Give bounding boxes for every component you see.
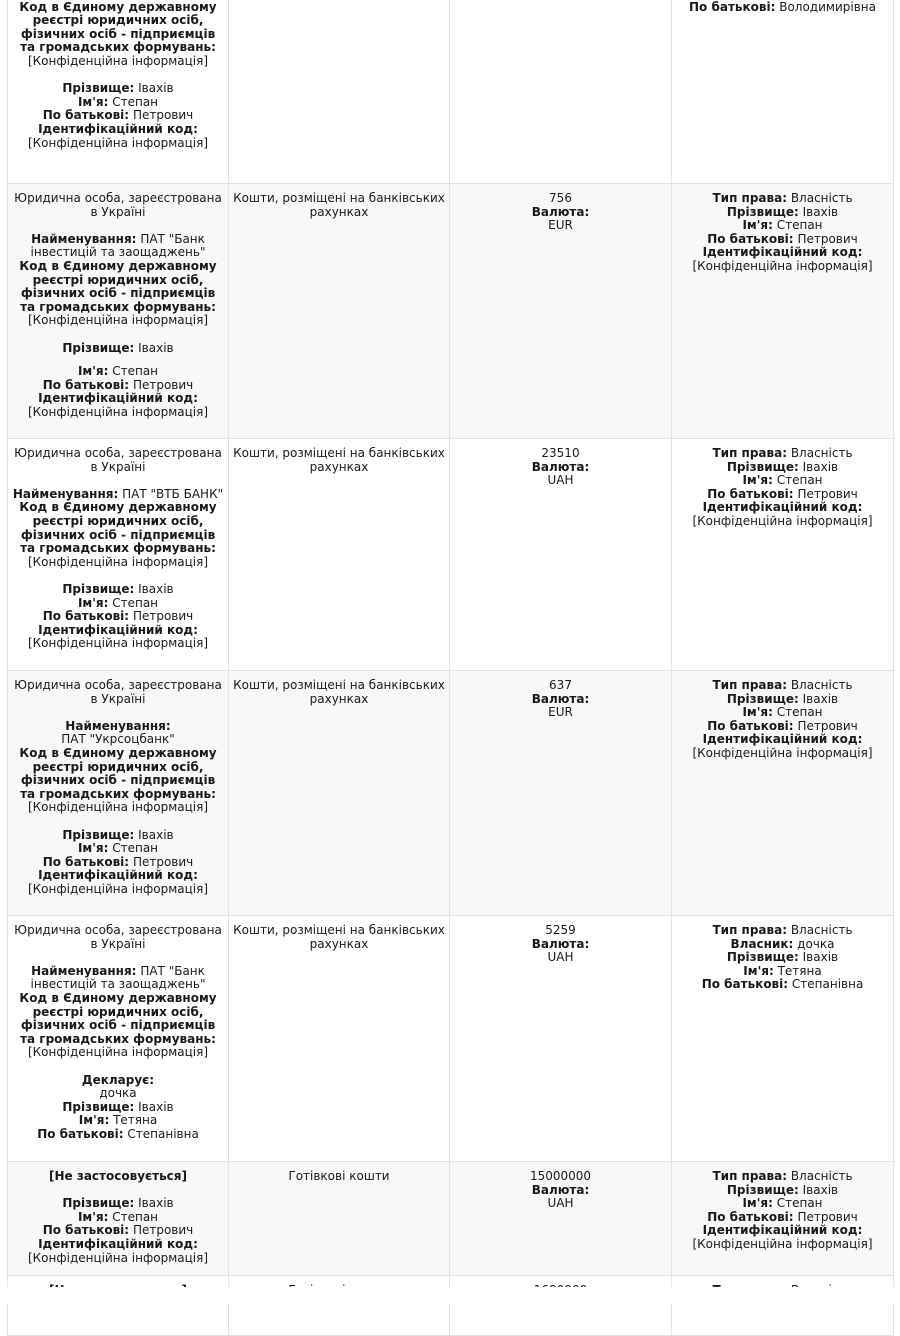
owner-id-code: Ідентифікаційний код: — [702, 732, 863, 747]
currency-label: Валюта: — [531, 204, 590, 219]
holder-id-code: Ідентифікаційний код: [Конфіденційна інформація] — [27, 1236, 209, 1265]
registry-code: Код в Єдиному державному реєстрі юридичних осіб, фізичних осіб - підприємців та громадських формувань: [Конфіденційна інформація] — [19, 990, 217, 1060]
currency-value: UAH — [547, 1196, 574, 1211]
entity-type: Юридична особа, зареєстрована в Україні — [14, 923, 222, 951]
right-type: Тип права: Власність — [712, 678, 853, 692]
holder-id-code: Ідентифікаційний код: [Конфіденційна інформація] — [27, 391, 209, 419]
amount-value: 756 — [549, 191, 572, 205]
holder-id-code: Ідентифікаційний код: [Конфіденційна інформація] — [27, 121, 209, 150]
holder-id-code: Ідентифікаційний код: [Конфіденційна інформація] — [27, 868, 209, 896]
owner-surname: Прізвище: Івахів — [726, 691, 839, 706]
asset-type-cell — [229, 0, 450, 184]
owner-first-name: Ім'я: Степан — [742, 1196, 823, 1211]
amount-cell — [450, 916, 672, 1162]
owner-cell — [672, 1162, 894, 1276]
currency-label: Валюта: — [531, 1182, 590, 1197]
table-row — [8, 671, 894, 916]
owner-patronymic: По батькові: Петрович — [707, 718, 858, 733]
monetary-assets-table — [7, 0, 894, 1336]
currency-label: Валюта: — [531, 936, 590, 951]
owner-id-value: [Конфіденційна інформація] — [692, 513, 873, 528]
holder-id-code: Ідентифікаційний код: [Конфіденційна інформація] — [27, 622, 209, 651]
registry-code: Код в Єдиному державному реєстрі юридичних осіб, фізичних осіб - підприємців та громадських формувань: [Конфіденційна інформація] — [19, 745, 217, 815]
owner-cell — [672, 0, 894, 184]
owner-id-code: Ідентифікаційний код: — [702, 1223, 863, 1238]
holder-surname: Прізвище: Івахів — [62, 1196, 174, 1211]
bank-name: Найменування: ПАТ "Банк інвестицій та заощаджень" — [30, 963, 206, 992]
holder-patronymic: По батькові: Петрович — [42, 854, 194, 869]
holder-first-name: Ім'я: Степан — [77, 364, 159, 379]
table-row — [8, 0, 894, 184]
table-row — [8, 184, 894, 439]
table-row — [8, 1162, 894, 1276]
holder-first-name: Ім'я: Тетяна — [78, 1113, 158, 1128]
bank-info-cell — [8, 916, 229, 1162]
holder-patronymic: По батькові: Степанівна — [37, 1126, 199, 1141]
currency-value: UAH — [547, 473, 574, 488]
owner-cell — [672, 916, 894, 1162]
bank-info-cell — [8, 1276, 229, 1336]
owner-first-name: Ім'я: Степан — [742, 218, 823, 233]
owner-surname: Прізвище: Івахів — [726, 204, 839, 219]
entity-type: Юридична особа, зареєстрована в Україні — [14, 446, 222, 474]
holder-patronymic: По батькові: Петрович — [42, 1223, 194, 1238]
entity-type: Юридична особа, зареєстрована в Україні — [14, 191, 222, 219]
amount-value: 15000000 — [529, 1169, 592, 1183]
owner-cell — [672, 1276, 894, 1336]
asset-type-cell: Кошти, розміщені на банківських рахунках — [229, 671, 450, 916]
registry-code: Код в Єдиному державному реєстрі юридичних осіб, фізичних осіб - підприємців та громадських формувань: [Конфіденційна інформація] — [19, 0, 217, 68]
owner-first-name: Ім'я: Тетяна — [743, 963, 822, 978]
owner-surname: Прізвище: Івахів — [726, 1182, 839, 1197]
table-row — [8, 1276, 894, 1336]
right-type: Тип права: Власність — [712, 446, 853, 460]
amount-cell — [450, 1162, 672, 1276]
amount-cell — [450, 671, 672, 916]
entity-type: Юридична особа, зареєстрована в Україні — [14, 678, 222, 706]
currency-label: Валюта: — [531, 459, 590, 474]
owner-id-value: [Конфіденційна інформація] — [692, 258, 873, 273]
bottom-mask — [0, 1287, 900, 1303]
right-type: Тип права: Власність — [712, 191, 853, 205]
not-applicable: [Не застосовується] — [49, 1169, 187, 1183]
amount-cell — [450, 439, 672, 671]
owner-cell — [672, 439, 894, 671]
owner-patronymic: По батькові: Петрович — [707, 1209, 858, 1224]
owner-surname: Прізвище: Івахів — [726, 459, 839, 474]
currency-label: Валюта: — [531, 691, 590, 706]
bank-info-cell — [8, 439, 229, 671]
registry-code: Код в Єдиному державному реєстрі юридичних осіб, фізичних осіб - підприємців та громадських формувань: [Конфіденційна інформація] — [19, 500, 217, 569]
holder-surname: Прізвище: Івахів — [62, 340, 174, 355]
holder-surname: Прізвище: Івахів — [62, 81, 174, 96]
currency-value: EUR — [548, 218, 573, 233]
holder-first-name: Ім'я: Степан — [77, 595, 159, 610]
declarant-label: Декларує: — [81, 1072, 155, 1087]
assets-table-wrapper — [7, 0, 893, 1336]
bank-info-cell — [8, 184, 229, 439]
holder-first-name: Ім'я: Степан — [77, 841, 159, 856]
owner-patronymic: По батькові: Степанівна — [701, 977, 864, 992]
right-type: Тип права: Власність — [712, 1169, 853, 1183]
owner-surname: Прізвище: Івахів — [726, 950, 839, 965]
amount-cell — [450, 1276, 672, 1336]
amount-value: 637 — [549, 678, 572, 692]
holder-surname: Прізвище: Івахів — [62, 1099, 174, 1114]
owner-id-code: Ідентифікаційний код: — [702, 500, 863, 515]
asset-type-cell: Готівкові кошти — [229, 1162, 450, 1276]
holder-patronymic: По батькові: Петрович — [42, 377, 194, 392]
amount-value: 5259 — [545, 923, 576, 937]
amount-cell — [450, 184, 672, 439]
currency-value: UAH — [547, 950, 574, 965]
right-type: Тип права: Власність — [712, 923, 853, 937]
owner-id-value: [Конфіденційна інформація] — [692, 745, 873, 760]
asset-type-cell: Кошти, розміщені на банківських рахунках — [229, 916, 450, 1162]
owner-cell — [672, 671, 894, 916]
currency-value: EUR — [548, 705, 573, 720]
asset-type-cell: Кошти, розміщені на банківських рахунках — [229, 439, 450, 671]
owner-patronymic: По батькові: Петрович — [707, 486, 858, 501]
owner-id-code: Ідентифікаційний код: — [702, 245, 863, 260]
owner-first-name: Ім'я: Степан — [742, 473, 823, 488]
holder-patronymic: По батькові: Петрович — [42, 108, 194, 123]
registry-code: Код в Єдиному державному реєстрі юридичних осіб, фізичних осіб - підприємців та громадських формувань: [Конфіденційна інформація] — [19, 258, 217, 328]
holder-surname: Прізвище: Івахів — [62, 827, 174, 842]
bank-info-cell — [8, 0, 229, 184]
asset-type-cell — [229, 1276, 450, 1336]
declarant-value: дочка — [99, 1086, 137, 1101]
holder-first-name: Ім'я: Степан — [77, 1209, 159, 1224]
holder-surname: Прізвище: Івахів — [62, 581, 174, 596]
holder-patronymic: По батькові: Петрович — [42, 609, 194, 624]
asset-type-cell: Кошти, розміщені на банківських рахунках — [229, 184, 450, 439]
bank-info-cell — [8, 671, 229, 916]
owner-cell — [672, 184, 894, 439]
owner-relation: Власник: дочка — [730, 936, 835, 951]
amount-cell — [450, 0, 672, 184]
owner-patronymic: По батькові: Володимирівна — [689, 0, 876, 14]
table-row — [8, 916, 894, 1162]
owner-patronymic: По батькові: Петрович — [707, 231, 858, 246]
table-row — [8, 439, 894, 671]
bank-name: Найменування: ПАТ "Банк інвестицій та заощаджень" — [30, 231, 206, 260]
bank-name: Найменування: ПАТ "Укрсоцбанк" — [61, 718, 175, 747]
amount-value: 23510 — [541, 446, 580, 460]
owner-id-value: [Конфіденційна інформація] — [692, 1236, 873, 1251]
owner-first-name: Ім'я: Степан — [742, 705, 823, 720]
bank-name: Найменування: ПАТ "ВТБ БАНК" — [12, 486, 224, 501]
bank-info-cell — [8, 1162, 229, 1276]
holder-first-name: Ім'я: Степан — [77, 94, 159, 109]
